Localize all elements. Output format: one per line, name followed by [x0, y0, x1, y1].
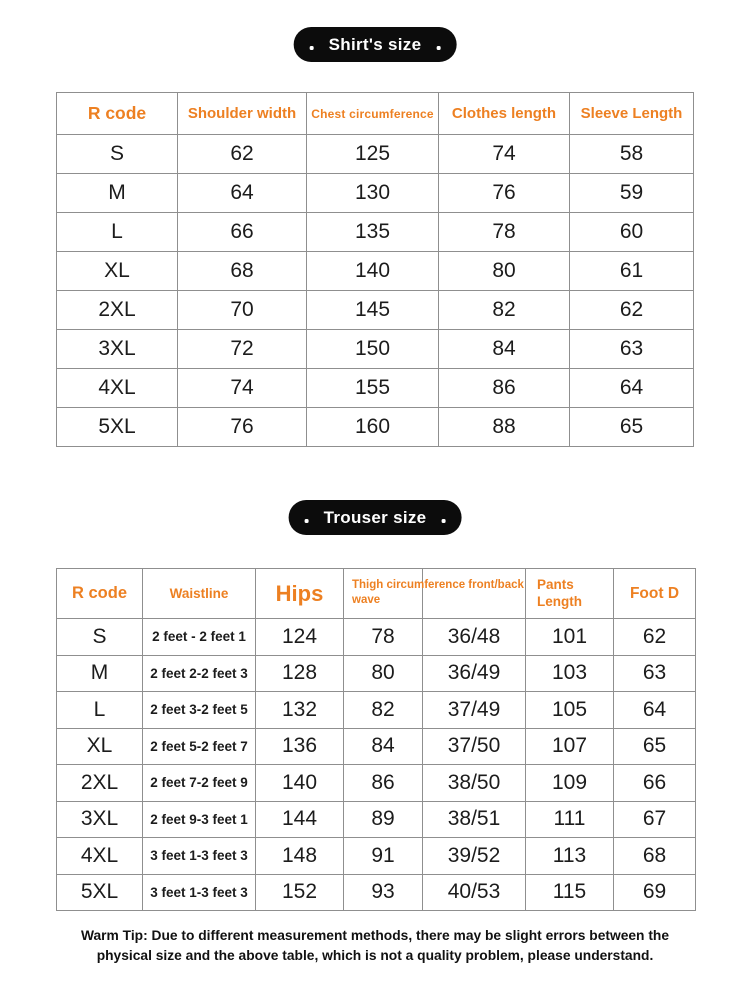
size-cell: 2XL [57, 291, 178, 330]
waistline-cell: 2 feet 9-3 feet 1 [143, 801, 256, 838]
waistline-cell: 2 feet 2-2 feet 3 [143, 655, 256, 692]
shirt-badge-label: Shirt's size [328, 34, 422, 54]
value-cell: 38/50 [423, 765, 526, 802]
size-cell: S [57, 619, 143, 656]
value-cell: 66 [614, 765, 696, 802]
value-cell: 86 [344, 765, 423, 802]
trouser-header-thigh [344, 569, 524, 619]
value-cell: 63 [614, 655, 696, 692]
shirt-row-l [57, 213, 694, 252]
trouser-row-m [57, 655, 696, 692]
size-cell: 4XL [57, 369, 178, 408]
value-cell: 105 [526, 692, 614, 729]
value-cell: 101 [526, 619, 614, 656]
value-cell: 91 [344, 838, 423, 875]
waistline-cell: 2 feet - 2 feet 1 [143, 619, 256, 656]
value-cell: 36/48 [423, 619, 526, 656]
value-cell: 113 [526, 838, 614, 875]
value-cell: 62 [178, 135, 307, 174]
trouser-header-foot-d: Foot D [614, 569, 696, 619]
shirt-header-clothes: Clothes length [439, 93, 570, 135]
size-cell: 2XL [57, 765, 143, 802]
value-cell: 63 [570, 330, 694, 369]
value-cell: 76 [178, 408, 307, 447]
value-cell: 103 [526, 655, 614, 692]
shirt-row-s [57, 135, 694, 174]
value-cell: 70 [178, 291, 307, 330]
value-cell: 132 [256, 692, 344, 729]
value-cell: 130 [307, 174, 439, 213]
size-cell: XL [57, 252, 178, 291]
value-cell: 64 [614, 692, 696, 729]
value-cell: 145 [307, 291, 439, 330]
value-cell: 80 [344, 655, 423, 692]
trouser-row-s [57, 619, 696, 656]
value-cell: 78 [439, 213, 570, 252]
value-cell: 66 [178, 213, 307, 252]
size-cell: S [57, 135, 178, 174]
shirt-row-xl [57, 252, 694, 291]
value-cell: 60 [570, 213, 694, 252]
value-cell: 124 [256, 619, 344, 656]
value-cell: 64 [570, 369, 694, 408]
shirt-row-5xl [57, 408, 694, 447]
value-cell: 65 [570, 408, 694, 447]
value-cell: 152 [256, 874, 344, 911]
size-cell: L [57, 213, 178, 252]
shirt-size-badge [294, 27, 457, 62]
waistline-cell: 3 feet 1-3 feet 3 [143, 874, 256, 911]
value-cell: 155 [307, 369, 439, 408]
shirt-size-table [56, 92, 694, 447]
value-cell: 150 [307, 330, 439, 369]
trouser-size-table [56, 568, 696, 911]
value-cell: 84 [344, 728, 423, 765]
value-cell: 135 [307, 213, 439, 252]
value-cell: 107 [526, 728, 614, 765]
value-cell: 84 [439, 330, 570, 369]
shirt-header-shoulder: Shoulder width [178, 93, 307, 135]
value-cell: 36/49 [423, 655, 526, 692]
badge-dot-right [441, 519, 445, 523]
value-cell: 62 [570, 291, 694, 330]
trouser-row-xl [57, 728, 696, 765]
size-cell: L [57, 692, 143, 729]
trouser-header-pants-length: Pants Length [526, 569, 614, 619]
waistline-cell: 3 feet 1-3 feet 3 [143, 838, 256, 875]
trouser-row-4xl [57, 838, 696, 875]
value-cell: 68 [178, 252, 307, 291]
trouser-row-2xl [57, 765, 696, 802]
trouser-row-5xl [57, 874, 696, 911]
size-cell: M [57, 174, 178, 213]
value-cell: 59 [570, 174, 694, 213]
value-cell: 115 [526, 874, 614, 911]
shirt-row-m [57, 174, 694, 213]
value-cell: 89 [344, 801, 423, 838]
shirt-header-chest: Chest circumference [307, 93, 439, 135]
value-cell: 160 [307, 408, 439, 447]
value-cell: 61 [570, 252, 694, 291]
trouser-size-badge [289, 500, 462, 535]
value-cell: 37/49 [423, 692, 526, 729]
size-cell: XL [57, 728, 143, 765]
badge-dot-left [305, 519, 309, 523]
value-cell: 38/51 [423, 801, 526, 838]
value-cell: 82 [344, 692, 423, 729]
value-cell: 80 [439, 252, 570, 291]
value-cell: 58 [570, 135, 694, 174]
warm-tip-line-1: Warm Tip: Due to different measurement methods, there may be slight errors between the [80, 928, 670, 943]
value-cell: 136 [256, 728, 344, 765]
value-cell: 111 [526, 801, 614, 838]
value-cell: 88 [439, 408, 570, 447]
value-cell: 148 [256, 838, 344, 875]
value-cell: 67 [614, 801, 696, 838]
shirt-row-3xl [57, 330, 694, 369]
value-cell: 140 [256, 765, 344, 802]
value-cell: 72 [178, 330, 307, 369]
waistline-cell: 2 feet 3-2 feet 5 [143, 692, 256, 729]
badge-dot-right [436, 46, 440, 50]
value-cell: 125 [307, 135, 439, 174]
trouser-header-waistline: Waistline [143, 569, 256, 619]
shirt-header-row [57, 93, 694, 135]
value-cell: 140 [307, 252, 439, 291]
value-cell: 86 [439, 369, 570, 408]
value-cell: 74 [439, 135, 570, 174]
shirt-row-2xl [57, 291, 694, 330]
value-cell: 144 [256, 801, 344, 838]
value-cell: 62 [614, 619, 696, 656]
waistline-cell: 2 feet 7-2 feet 9 [143, 765, 256, 802]
value-cell: 39/52 [423, 838, 526, 875]
size-cell: 5XL [57, 408, 178, 447]
trouser-row-l [57, 692, 696, 729]
value-cell: 65 [614, 728, 696, 765]
value-cell: 82 [439, 291, 570, 330]
value-cell: 69 [614, 874, 696, 911]
value-cell: 74 [178, 369, 307, 408]
warm-tip-line-2: physical size and the above table, which is not a quality problem, please understand. [96, 948, 654, 963]
value-cell: 109 [526, 765, 614, 802]
value-cell: 128 [256, 655, 344, 692]
value-cell: 93 [344, 874, 423, 911]
waistline-cell: 2 feet 5-2 feet 7 [143, 728, 256, 765]
value-cell: 64 [178, 174, 307, 213]
trouser-header-hips: Hips [256, 569, 344, 619]
size-cell: M [57, 655, 143, 692]
value-cell: 40/53 [423, 874, 526, 911]
value-cell: 68 [614, 838, 696, 875]
shirt-row-4xl [57, 369, 694, 408]
size-cell: 3XL [57, 801, 143, 838]
size-cell: 5XL [57, 874, 143, 911]
value-cell: 76 [439, 174, 570, 213]
trouser-header-thigh-label: Thigh circumference front/back wave [352, 579, 524, 606]
size-cell: 3XL [57, 330, 178, 369]
trouser-badge-label: Trouser size [323, 507, 427, 527]
value-cell: 37/50 [423, 728, 526, 765]
warm-tip-note [0, 926, 750, 966]
value-cell: 78 [344, 619, 423, 656]
trouser-row-3xl [57, 801, 696, 838]
shirt-header-rcode: R code [57, 93, 178, 135]
size-cell: 4XL [57, 838, 143, 875]
badge-dot-left [310, 46, 314, 50]
trouser-header-row [57, 569, 696, 619]
trouser-header-rcode: R code [57, 569, 143, 619]
shirt-header-sleeve: Sleeve Length [570, 93, 694, 135]
